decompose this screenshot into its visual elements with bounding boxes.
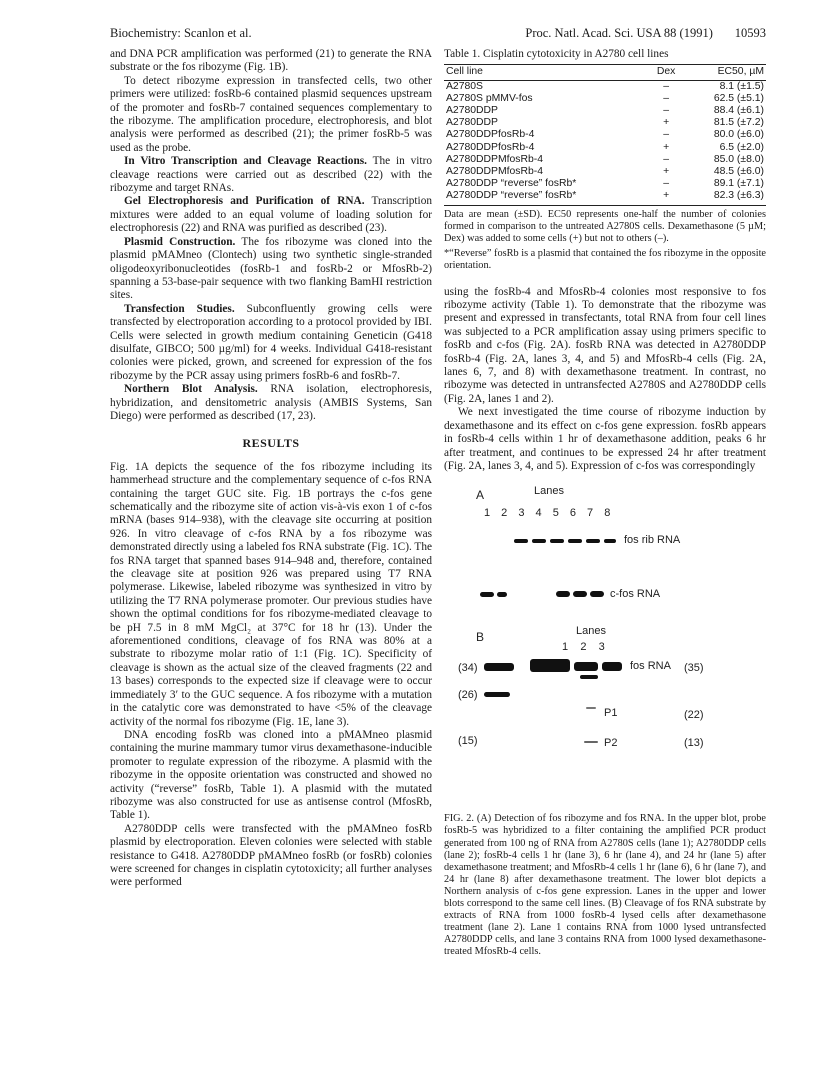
- table-cell: +: [649, 190, 683, 205]
- size-marker: (34): [458, 662, 478, 675]
- table-cell: +: [663, 166, 670, 178]
- size-marker: (15): [458, 735, 478, 748]
- blot-band: [550, 539, 564, 543]
- table-cell: +: [663, 117, 670, 129]
- panel-label-b: B: [476, 630, 485, 645]
- blot-band: [484, 663, 514, 671]
- header-journal: [525, 26, 766, 41]
- blot-band: [586, 707, 596, 709]
- table-cell: 80.0 (±6.0): [713, 129, 764, 141]
- band-label-fos-rib-rna: fos rib RNA: [624, 534, 681, 547]
- paragraph: In Vitro Transcription and Cleavage Reactions. The in vitro cleavage reactions were carried out as described (22) with the ribozyme and target RNAs.: [110, 155, 432, 195]
- band-label-fos-rna: fos RNA: [630, 660, 671, 673]
- table-cell: A2780DDP “reverse” fosRb*: [444, 190, 649, 205]
- blot-band: [484, 692, 510, 697]
- paragraph: We next investigated the time course of ribozyme induction by dexamethasone and its effect on c-fos gene expression. fosRb appears in fosRb-4 cells within 1 hr of dexamethasone addition, peaks 6 hr after treatment, and continues to be expressed 24 hr after treatment (Fig. 2A, lanes 3, 4, and 5). Expression of c-fos was correspondingly: [444, 406, 766, 472]
- header-authors: Biochemistry: Scanlon et al.: [110, 26, 252, 40]
- paragraph: A2780DDP cells were transfected with the pMAMneo fosRb plasmid by electroporation. Eleven colonies were selected with stable resistance to G418. A2780DDP pMAMneo fosRb (or fosRb) colonies were screened for changes in cisplatin cytotoxicity; all further analyses were performed: [110, 822, 432, 889]
- run-in-heading: Transfection Studies.: [124, 302, 235, 315]
- blot-band: [580, 675, 598, 679]
- table-row: [444, 190, 766, 205]
- table-cell: 88.4 (±6.1): [713, 105, 764, 117]
- blot-band: [514, 539, 528, 543]
- blot-band: [556, 591, 570, 597]
- paragraph: Transfection Studies. Subconfluently growing cells were transfected by electroporation according to a protocol provided by IBI. Cells were selected in growth medium containing Geneticin (G418 disulfate, GIBCO; 500 µg/ml) for 4 weeks. Individual G418-resistant colonies were picked, grown, and screened for expression of the fos ribozyme by the PCR assay using primers fosRb-6 and fosRb-7.: [110, 302, 432, 382]
- blot-band: [586, 539, 600, 543]
- right-column: [444, 48, 766, 958]
- size-marker: (22): [684, 709, 704, 722]
- table-row: [444, 178, 766, 190]
- table-cell: A2780S: [446, 80, 483, 92]
- table-body: [444, 80, 766, 205]
- blot-band: [584, 741, 598, 743]
- lanes-label-a: Lanes: [534, 485, 564, 498]
- table-cell: –: [663, 92, 670, 104]
- table-cell: A2780DDP: [446, 117, 498, 129]
- column-header: EC50, µM: [683, 65, 766, 80]
- blot-band: [497, 592, 507, 597]
- blot-band: [590, 591, 604, 597]
- size-marker: (26): [458, 689, 478, 702]
- table-cell: A2780DDP “reverse” fosRb*: [446, 178, 577, 190]
- table-cell: –: [663, 80, 670, 92]
- blot-band: [602, 662, 622, 671]
- table-cell: A2780DDPMfosRb-4: [446, 153, 544, 165]
- header-journal-title: Proc. Natl. Acad. Sci. USA 88 (1991): [525, 26, 713, 40]
- paragraph: using the fosRb-4 and MfosRb-4 colonies most responsive to fos ribozyme activity (Table 1). To demonstrate that the ribozyme was present and expressed in transfectants, total RNA from four cell lines was subjected to a PCR amplification assay using primers specific to fosRb and c-fos (Fig. 2A). fosRb RNA was detected in A2780DDP fosRb-4 (Fig. 2A, lanes 3, 4, and 5) and MfosRb-4 cells (Fig. 2A, lanes 6, 7, and 8) with dexamethasone treatment. In contrast, no ribozyme was detected in untransfected A2780S and A2780DDP cells (Fig. 2A, lanes 1 and 2).: [444, 285, 766, 405]
- table-row: [444, 142, 766, 154]
- size-marker: (35): [684, 662, 704, 675]
- paragraph: To detect ribozyme expression in transfected cells, two other primers were utilized: fosRb-6 contained plasmid sequences upstream of the promoter and fosRb-7 contained sequences complementary to the ribozyme. The amplification procedure, electrophoresis, and blot analysis were performed as described (21); the primer fosRb-5 was used as the probe.: [110, 74, 432, 154]
- table-footnote: *“Reverse” fosRb is a plasmid that contained the fos ribozyme in the opposite orientation.: [444, 247, 766, 271]
- table-cell: A2780DDPfosRb-4: [446, 141, 535, 153]
- table-cell: A2780DDPMfosRb-4: [446, 166, 544, 178]
- blot-band: [574, 662, 598, 671]
- table-cell: –: [663, 153, 670, 165]
- table-cell: 6.5 (±2.0): [719, 141, 764, 153]
- blot-band: [532, 539, 546, 543]
- table-row: [444, 117, 766, 129]
- table-row: [444, 166, 766, 178]
- table-row: [444, 105, 766, 117]
- paragraph: DNA encoding fosRb was cloned into a pMAMneo plasmid containing the murine mammary tumor virus dexamethasone-inducible promoter to regulate expression of the ribozyme. A plasmid with the ribozyme in the opposite orientation was constructed and showed no activity (“reverse” fosRb, Table 1). A plasmid with the mutated ribozyme was also constructed for use as antisense control (MfosRb, Table 1).: [110, 728, 432, 822]
- paragraph: Gel Electrophoresis and Purification of RNA. Transcription mixtures were added to an equal volume of loading solution for electrophoresis (22) and RNA was purified as described (23).: [110, 195, 432, 235]
- table-cell: A2780DDP: [446, 105, 498, 117]
- figure-2: [444, 479, 766, 809]
- table-row: [444, 80, 766, 93]
- paragraph: Plasmid Construction. The fos ribozyme was cloned into the plasmid pMAMneo (Clontech) using two synthetic single-stranded oligodeoxyribonucleotides (fosRb-1 and fosRb-2 or MfosRb-2) spanning a 53-base-pair sequence with two flanking BamHI restriction sites.: [110, 235, 432, 302]
- paragraph: Northern Blot Analysis. RNA isolation, electrophoresis, hybridization, and densitometric analysis (AMBIS Systems, San Diego) were performed as described (17, 23).: [110, 383, 432, 422]
- table-cell: 89.1 (±7.1): [713, 178, 764, 190]
- size-marker: (13): [684, 737, 704, 750]
- lane-numbers-b: 1 2 3: [562, 641, 605, 654]
- blot-band: [568, 539, 582, 543]
- table-cell: 82.3 (±6.3): [683, 190, 766, 205]
- blot-band: [604, 539, 616, 543]
- table-cell: +: [663, 141, 670, 153]
- table-cell: 85.0 (±8.0): [713, 153, 764, 165]
- paragraph: and DNA PCR amplification was performed (21) to generate the RNA substrate or the fos ribozyme (Fig. 1B).: [110, 48, 432, 74]
- table-cell: –: [663, 129, 670, 141]
- run-in-heading: Plasmid Construction.: [124, 235, 236, 248]
- blot-band: [573, 591, 587, 597]
- left-column: [110, 48, 432, 890]
- table-cell: 8.1 (±1.5): [719, 80, 764, 92]
- figure-2-caption: FIG. 2. (A) Detection of fos ribozyme and fos RNA. In the upper blot, probe fosRb-5 was hybridized to a filter containing the amplified PCR product generated from 100 ng of RNA from A2780S cells (lane 1); A2780DDP cells (lane 2); fosRb-4 cells 1 hr (lane 3), 6 hr (lane 4), and 24 hr (lane 5) after dexamethasone treatment; and MfosRb-4 cells 1 hr (lane 6), 6 hr (lane 7), and 24 hr (lane 8) after dexamethasone treatment. The lower blot depicts a Northern analysis of c-fos gene expression. Lanes in the upper and lower blots correspond to the same cell lines. (B) Cleavage of fos RNA substrate by extracts of RNA from 1000 fosRb-4 lysed cells after dexamethasone treatment (lane 2). Lane 1 contains RNA from 1000 lysed untransfected A2780DDP cells, and lane 3 contains RNA from 1000 lysed dexamethasone-treated MfosRb-4 cells.: [444, 813, 766, 958]
- section-heading-results: RESULTS: [242, 436, 300, 451]
- cytotoxicity-table: [444, 64, 766, 205]
- product-label-p2: P2: [604, 737, 618, 750]
- table-cell: 81.5 (±7.2): [713, 117, 764, 129]
- table-cell: –: [663, 178, 670, 190]
- run-in-heading: Northern Blot Analysis.: [124, 383, 258, 396]
- table-cell: 62.5 (±5.1): [713, 92, 764, 104]
- blot-band: [530, 659, 570, 672]
- paragraph: Fig. 1A depicts the sequence of the fos ribozyme including its hammerhead structure and the complementary sequence of c-fos RNA containing the target GUC site. Fig. 1B portrays the c-fos gene schematically and the ribozyme site of action vis-à-vis exon 1 of c-fos mRNA (bases 914–938), with the cleavage site occurring at position 926. In vitro cleavage of c-fos RNA by a fos ribozyme was demonstrated directly using a labeled fos RNA substrate (Fig. 1C). The fos RNA target that spanned bases 914–948 and, therefore, contained the cleavage site at position 926 was prepared using T7 RNA polymerase. Likewise, labeled ribozyme was synthesized in vitro by utilizing the T7 RNA polymerase promoter. Our previous studies have shown the optimal conditions for fos ribozyme-mediated cleavage to be pH 7.5 in 8 mM MgCl₂ at 37°C for 18 hr (13). Under the aforementioned conditions, cleavage of fos RNA was 80% at a substrate to ribozyme molar ratio of 1:1 (Fig. 1C). Specificity of cleavage is shown as the actual size of the cleaved fragments (22 and 13 bases) corresponds to the expected size if cleavage were to occur immediately 3′ to the GUC sequence. A fos ribozyme with a mutation in the catalytic core was demonstrated to have <5% of the cleavage activity of the normal fos ribozyme (Fig. 1E, lane 3).: [110, 460, 432, 728]
- product-label-p1: P1: [604, 707, 618, 720]
- lanes-label-b: Lanes: [576, 625, 606, 638]
- table-cell: –: [663, 105, 670, 117]
- band-label-c-fos-rna: c-fos RNA: [610, 588, 661, 601]
- page-number: 10593: [734, 26, 766, 40]
- blot-band: [480, 592, 494, 597]
- column-header: Dex: [649, 65, 683, 80]
- run-in-heading: Gel Electrophoresis and Purification of RNA.: [124, 195, 365, 208]
- table-row: [444, 129, 766, 141]
- table-note: Data are mean (±SD). EC50 represents one-half the number of colonies formed in comparison to the untreated A2780S cells. Dexamethasone (5 µM; Dex) was added to some cells (+) but not to others (–).: [444, 208, 766, 244]
- column-header: Cell line: [444, 65, 649, 80]
- table-cell: 48.5 (±6.0): [713, 166, 764, 178]
- table-row: [444, 154, 766, 166]
- table-cell: A2780DDPfosRb-4: [446, 129, 535, 141]
- table-caption: Table 1. Cisplatin cytotoxicity in A2780 cell lines: [444, 48, 669, 60]
- run-in-heading: In Vitro Transcription and Cleavage Reactions.: [124, 155, 367, 168]
- table-header-row: [444, 65, 766, 80]
- lane-numbers-a: 1 2 3 4 5 6 7 8: [484, 507, 615, 520]
- panel-label-a: A: [476, 488, 485, 503]
- table-cell: A2780S pMMV-fos: [446, 92, 533, 104]
- table-row: [444, 93, 766, 105]
